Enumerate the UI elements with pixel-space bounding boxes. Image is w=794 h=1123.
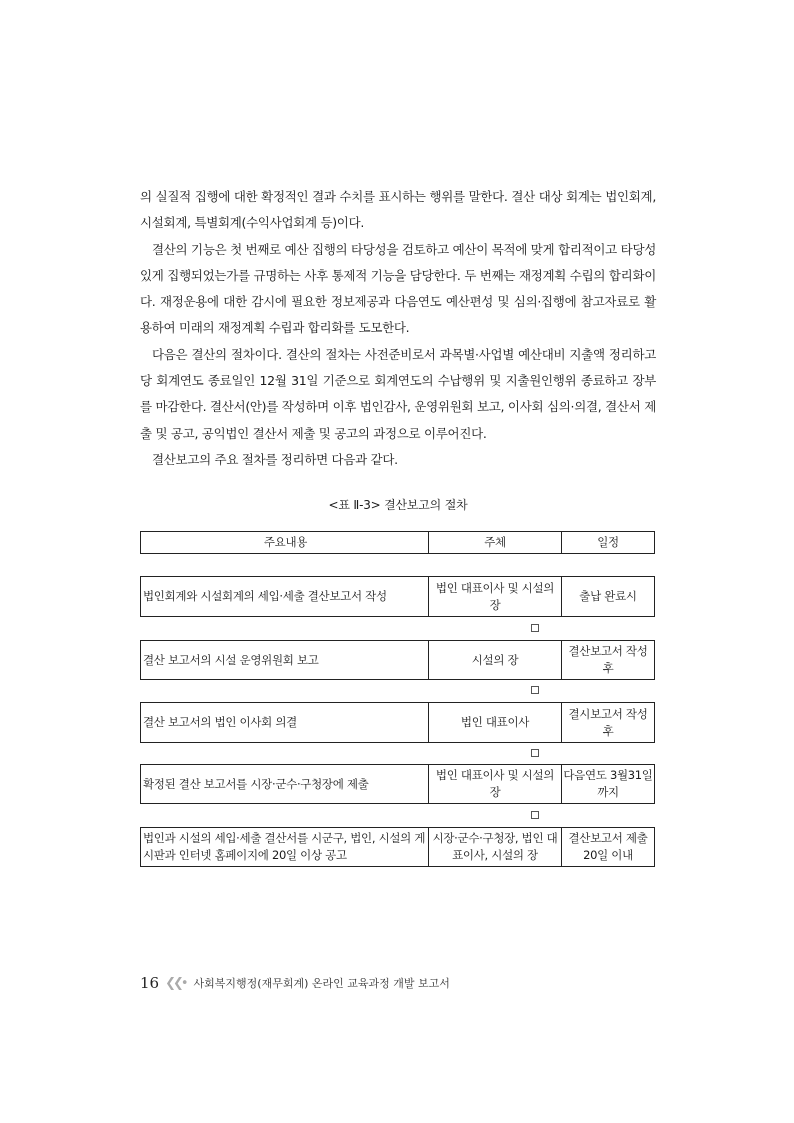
row-subject: 시장·군수·구청장, 법인 대표이사, 시설의 장 [429, 828, 562, 866]
down-arrow-box-icon [531, 811, 539, 819]
row-schedule: 결시보고서 작성 후 [568, 706, 648, 738]
row-content: 법인과 시설의 세입·세출 결산서를 시군구, 법인, 시설의 게시판과 인터넷 홈페이지에 20일 이상 공고 [141, 828, 429, 866]
table-row [140, 764, 655, 804]
table-row [140, 576, 655, 617]
page-footer [140, 974, 450, 992]
paragraph: 결산의 기능은 첫 번째로 예산 집행의 타당성을 검토하고 예산이 목적에 맞게 합리적이고 타당성 있게 집행되었는가를 규명하는 사후 통제적 기능을 담당한다. 두 번째는 재정계획 수립의 합리화이다. 재정운용에 대한 감시에 필요한 정보제공과 다음연도 예산편성 및 심의·집행에 참고자료로 활용하여 미래의 재정계획 수립과 합리화를 도모한다. [140, 241, 656, 336]
row-content: 결산 보고서의 시설 운영위원회 보고 [141, 641, 429, 679]
row-schedule: 출납 완료시 [579, 589, 637, 603]
row-content: 결산 보고서의 법인 이사회 의결 [141, 703, 429, 742]
table-caption: <표 Ⅱ-3> 결산보고의 절차 [328, 498, 468, 512]
table-row [140, 640, 655, 680]
down-arrow-box-icon [531, 749, 539, 757]
header-schedule: 일정 [597, 535, 619, 549]
row-subject: 법인 대표이사 및 시설의 장 [429, 765, 562, 803]
row-schedule: 결산보고서 작성 후 [568, 644, 648, 675]
page-number: 16 [140, 974, 160, 992]
table-row [140, 827, 655, 867]
table-header-row [140, 531, 655, 554]
down-arrow-box-icon [531, 686, 539, 694]
row-content: 법인회계와 시설회계의 세입·세출 결산보고서 작성 [141, 577, 429, 616]
header-subject: 주체 [429, 532, 562, 553]
row-subject: 시설의 장 [429, 641, 562, 679]
footer-title: 사회복지행정(재무회계) 온라인 교육과정 개발 보고서 [193, 977, 450, 990]
down-arrow-box-icon [531, 624, 539, 632]
row-subject: 법인 대표이사 및 시설의 장 [429, 577, 562, 616]
row-subject: 법인 대표이사 [429, 703, 562, 742]
header-main-content: 주요내용 [141, 532, 429, 553]
paragraph: 의 실질적 집행에 대한 확정적인 결과 수치를 표시하는 행위를 말한다. 결산 대상 회계는 법인회계, 시설회계, 특별회계(수익사업회계 등)이다. [140, 189, 657, 231]
paragraph: 결산보고의 주요 절차를 정리하면 다음과 같다. [152, 451, 398, 467]
table-row [140, 702, 655, 743]
chevron-left-icon: ❮❮• [165, 975, 186, 991]
row-schedule: 결산보고서 제출 20일 이내 [568, 831, 648, 862]
row-content: 확정된 결산 보고서를 시장·군수·구청장에 제출 [141, 765, 429, 803]
row-schedule: 다음연도 3월31일까지 [563, 768, 653, 799]
paragraph: 다음은 결산의 절차이다. 결산의 절차는 사전준비로서 과목별·사업별 예산대비 지출액 정리하고 당 회계연도 종료일인 12월 31일 기준으로 회계연도의 수납행위 및 지출원인행위 종료하고 장부를 마감한다. 결산서(안)를 작성하며 이후 법인감사, 운영위원회 보고, 이사회 심의·의결, 결산서 제출 및 공고, 공익법인 결산서 제출 및 공고의 과정으로 이루어진다. [140, 346, 656, 441]
body-text [140, 184, 656, 473]
